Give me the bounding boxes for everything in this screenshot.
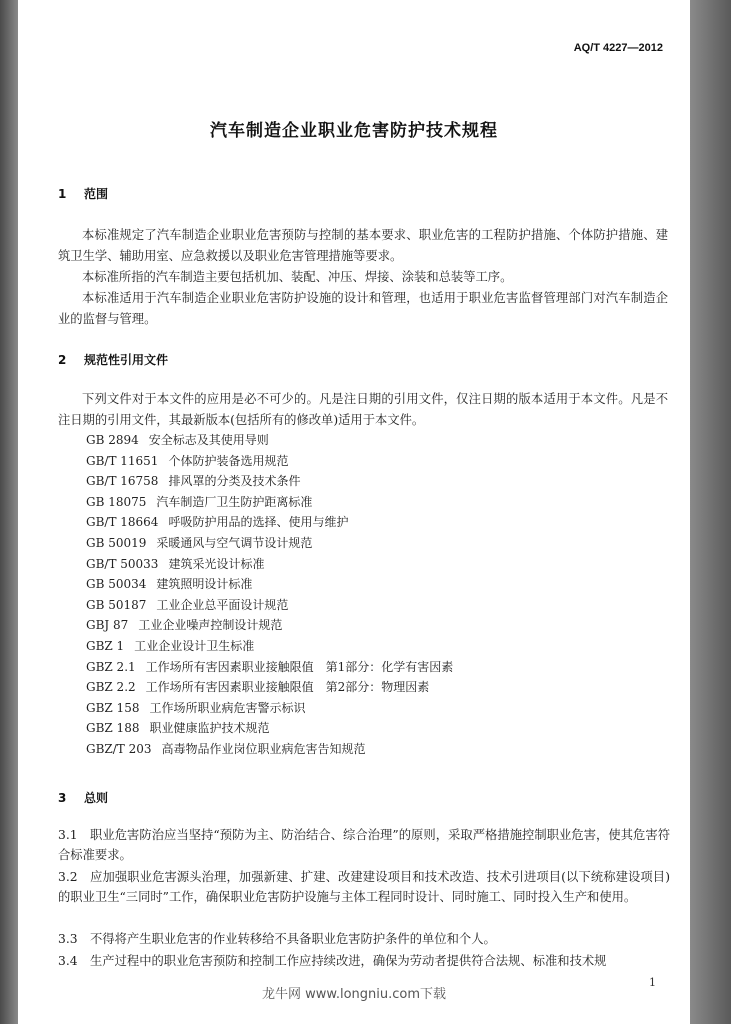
reference-code: GBZ/T 203 [86, 741, 152, 756]
reference-name: 采暖通风与空气调节设计规范 [156, 535, 313, 550]
reference-code: GBZ 2.2 [86, 680, 136, 695]
reference-item [86, 430, 453, 451]
reference-item [86, 636, 453, 657]
reference-code: GBZ 1 [86, 638, 125, 653]
clause-number: 3.3 [58, 932, 78, 946]
reference-name: 工业企业总平面设计规范 [156, 597, 289, 612]
section-2-intro: 下列文件对于本文件的应用是必不可少的。凡是注日期的引用文件，仅注日期的版本适用于本文件。凡是不注日期的引用文件，其最新版本(包括所有的修改单)适用于本文件。 [58, 392, 668, 427]
reference-item [86, 512, 453, 533]
reference-code: GBZ 188 [86, 721, 140, 736]
reference-code: GB/T 11651 [86, 453, 159, 468]
reference-code: GB 50019 [86, 535, 147, 550]
reference-code: GB/T 18664 [86, 515, 159, 530]
download-watermark[interactable]: 龙牛网 www.longniu.com下载 [261, 987, 446, 1002]
section-1-paragraph-3: 本标准适用于汽车制造企业职业危害防护设施的设计和管理，也适用于职业危害监督管理部门对汽车制造企业的监督与管理。 [58, 291, 668, 326]
reference-item [86, 492, 453, 513]
section-title: 规范性引用文件 [84, 353, 169, 367]
reference-name: 建筑照明设计标准 [156, 577, 253, 592]
clause-number: 3.4 [58, 954, 78, 968]
reference-item [86, 595, 453, 616]
reference-code: GB/T 16758 [86, 474, 159, 489]
clause-text: 应加强职业危害源头治理，加强新建、扩建、改建建设项目和技术改造、技术引进项目(以下统称建设项目)的职业卫生“三同时”工作，确保职业危害防护设施与主体工程同时设计、同时施工、同时投入生产和使用。 [58, 870, 670, 904]
reference-code: GBZ 2.1 [86, 659, 136, 674]
reference-name: 高毒物品作业岗位职业病危害告知规范 [161, 741, 366, 756]
reference-name: 个体防护装备选用规范 [168, 453, 289, 468]
document-title: 汽车制造企业职业危害防护技术规程 [210, 121, 498, 141]
reference-code: GB 2894 [86, 433, 139, 447]
section-number: 3 [58, 791, 67, 805]
reference-name: 汽车制造厂卫生防护距离标准 [156, 494, 313, 509]
reference-item [86, 698, 453, 719]
reference-name: 工作场所职业病危害警示标识 [149, 700, 306, 715]
section-3-heading [58, 789, 108, 806]
page-number: 1 [649, 976, 656, 989]
section-1-paragraph-1: 本标准规定了汽车制造企业职业危害预防与控制的基本要求、职业危害的工程防护措施、个体防护措施、建筑卫生学、辅助用室、应急救援以及职业危害管理措施等要求。 [58, 228, 668, 263]
section-1-paragraph-2: 本标准所指的汽车制造主要包括机加、装配、冲压、焊接、涂装和总装等工序。 [82, 270, 513, 284]
reference-item [86, 533, 453, 554]
reference-item [86, 657, 453, 678]
reference-name: 工作场所有害因素职业接触限值 第2部分：物理因素 [145, 680, 430, 695]
reference-item [86, 471, 453, 492]
reference-item [86, 677, 453, 698]
reference-name: 呼吸防护用品的选择、使用与维护 [168, 515, 349, 530]
reference-code: GBZ 158 [86, 700, 140, 715]
reference-item [86, 574, 453, 595]
reference-code: GBJ 87 [86, 618, 129, 633]
clause-number: 3.2 [58, 870, 78, 884]
clause-3-3 [58, 930, 670, 950]
clause-text: 不得将产生职业危害的作业转移给不具备职业危害防护条件的单位和个人。 [90, 932, 496, 946]
section-2-heading [58, 351, 168, 368]
reference-code: GB/T 50033 [86, 556, 159, 571]
reference-item [86, 615, 453, 636]
reference-code: GB 50034 [86, 577, 147, 592]
clause-text: 生产过程中的职业危害预防和控制工作应持续改进，确保为劳动者提供符合法规、标准和技术规 [90, 954, 607, 968]
clause-text: 职业危害防治应当坚持“预防为主、防治结合、综合治理”的原则，采取严格措施控制职业危害，使其危害符合标准要求。 [58, 828, 670, 862]
section-number: 2 [58, 353, 67, 367]
reference-name: 排风罩的分类及技术条件 [168, 474, 301, 489]
reference-name: 职业健康监护技术规范 [149, 721, 270, 736]
reference-item [86, 554, 453, 575]
section-title: 总则 [84, 791, 109, 805]
standard-code: AQ/T 4227—2012 [573, 42, 663, 54]
reference-item [86, 718, 453, 739]
document-page [18, 0, 690, 1024]
reference-item [86, 739, 453, 760]
left-page-edge [0, 0, 18, 1024]
reference-code: GB 18075 [86, 494, 147, 509]
section-1-heading [58, 185, 108, 202]
clause-number: 3.1 [58, 828, 78, 842]
reference-name: 工作场所有害因素职业接触限值 第1部分：化学有害因素 [145, 659, 454, 674]
reference-list [86, 430, 453, 760]
clause-3-4 [58, 952, 670, 972]
reference-name: 工业企业设计卫生标准 [134, 638, 255, 653]
right-page-edge [690, 0, 731, 1024]
reference-item [86, 451, 453, 472]
reference-code: GB 50187 [86, 597, 147, 612]
section-title: 范围 [84, 187, 109, 201]
clause-3-2 [58, 868, 670, 907]
reference-name: 工业企业噪声控制设计规范 [138, 618, 283, 633]
reference-name: 建筑采光设计标准 [168, 556, 265, 571]
section-number: 1 [58, 187, 67, 201]
clause-3-1 [58, 826, 670, 865]
reference-name: 安全标志及其使用导则 [148, 433, 269, 447]
